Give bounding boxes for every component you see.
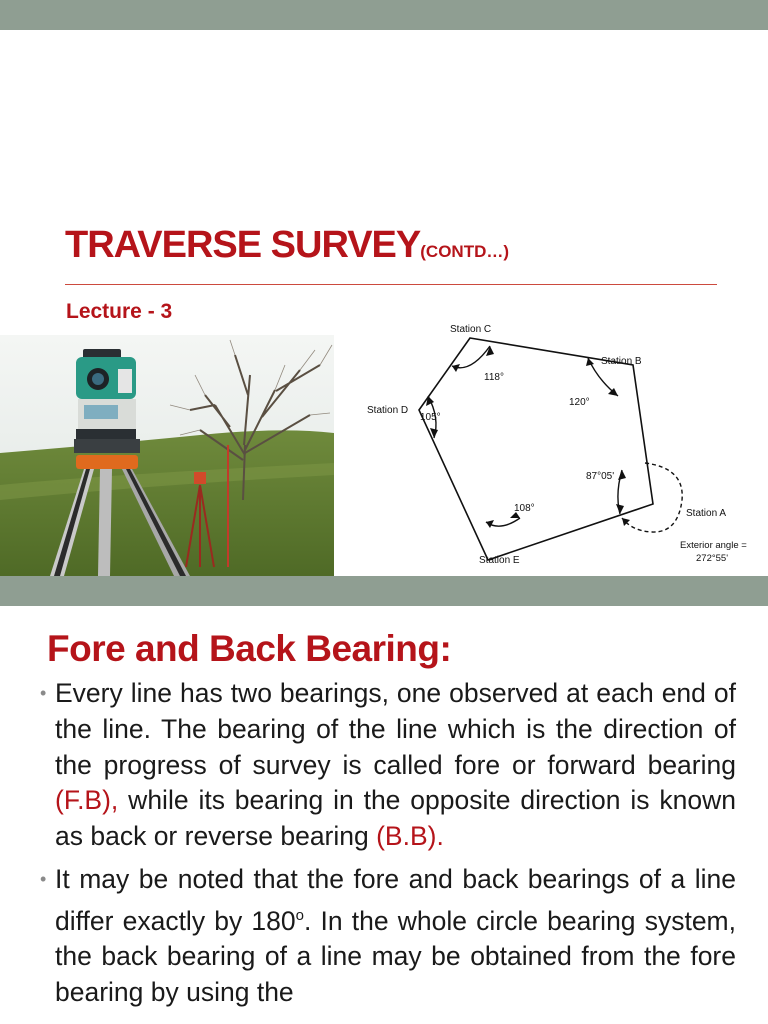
station-d-label: Station D: [367, 405, 409, 416]
degree-superscript: o: [295, 906, 304, 924]
slide-title-suffix: (CONTD…): [420, 242, 510, 261]
angle-d-value: 105°: [420, 412, 441, 423]
bullet-list: [40, 676, 736, 1018]
exterior-angle-value: 272°55': [696, 553, 729, 564]
bullet-icon: •: [40, 683, 47, 703]
angle-arc-c: [452, 346, 490, 368]
station-b-label: Station B: [601, 356, 642, 367]
station-e-label: Station E: [479, 555, 520, 566]
angle-a-value: 87°05': [586, 471, 615, 482]
middle-band: [0, 576, 768, 606]
angle-b-value: 120°: [569, 397, 590, 408]
fore-bearing-abbr: (F.B),: [55, 785, 119, 816]
traverse-polygon: [419, 338, 653, 560]
title-underline: [65, 284, 717, 285]
station-a-label: Station A: [686, 508, 727, 519]
exterior-angle-label: Exterior angle =: [680, 540, 747, 551]
angle-c-value: 118°: [484, 372, 504, 383]
slide-title: [65, 224, 509, 267]
list-item: • It may be noted that the fore and back bearings of a line differ exactly by 180$^o$. In the whole circle bearing system, the back bearing of a line may be obtained from the fore bearing by using the: [40, 863, 736, 1008]
total-station-photo: [0, 335, 334, 576]
total-station: [74, 349, 140, 453]
list-item: • Every line has two bearings, one observed at each end of the line. The bearing of the line which is the direction of the progress of survey is called fore or forward bearing (F.B), while its bearing in the opposite direction is known as back or reverse bearing (B.B).: [40, 678, 736, 852]
traverse-diagram: [360, 318, 760, 570]
back-bearing-abbr: (B.B).: [376, 821, 444, 852]
station-c-label: Station C: [450, 324, 492, 335]
slide-title-main: TRAVERSE SURVEY: [65, 224, 421, 266]
top-band: [0, 0, 768, 30]
lecture-label: Lecture - 3: [66, 300, 173, 323]
section-heading: Fore and Back Bearing:: [47, 628, 452, 669]
bullet-icon: •: [40, 868, 47, 889]
angle-e-value: 108°: [514, 503, 535, 514]
